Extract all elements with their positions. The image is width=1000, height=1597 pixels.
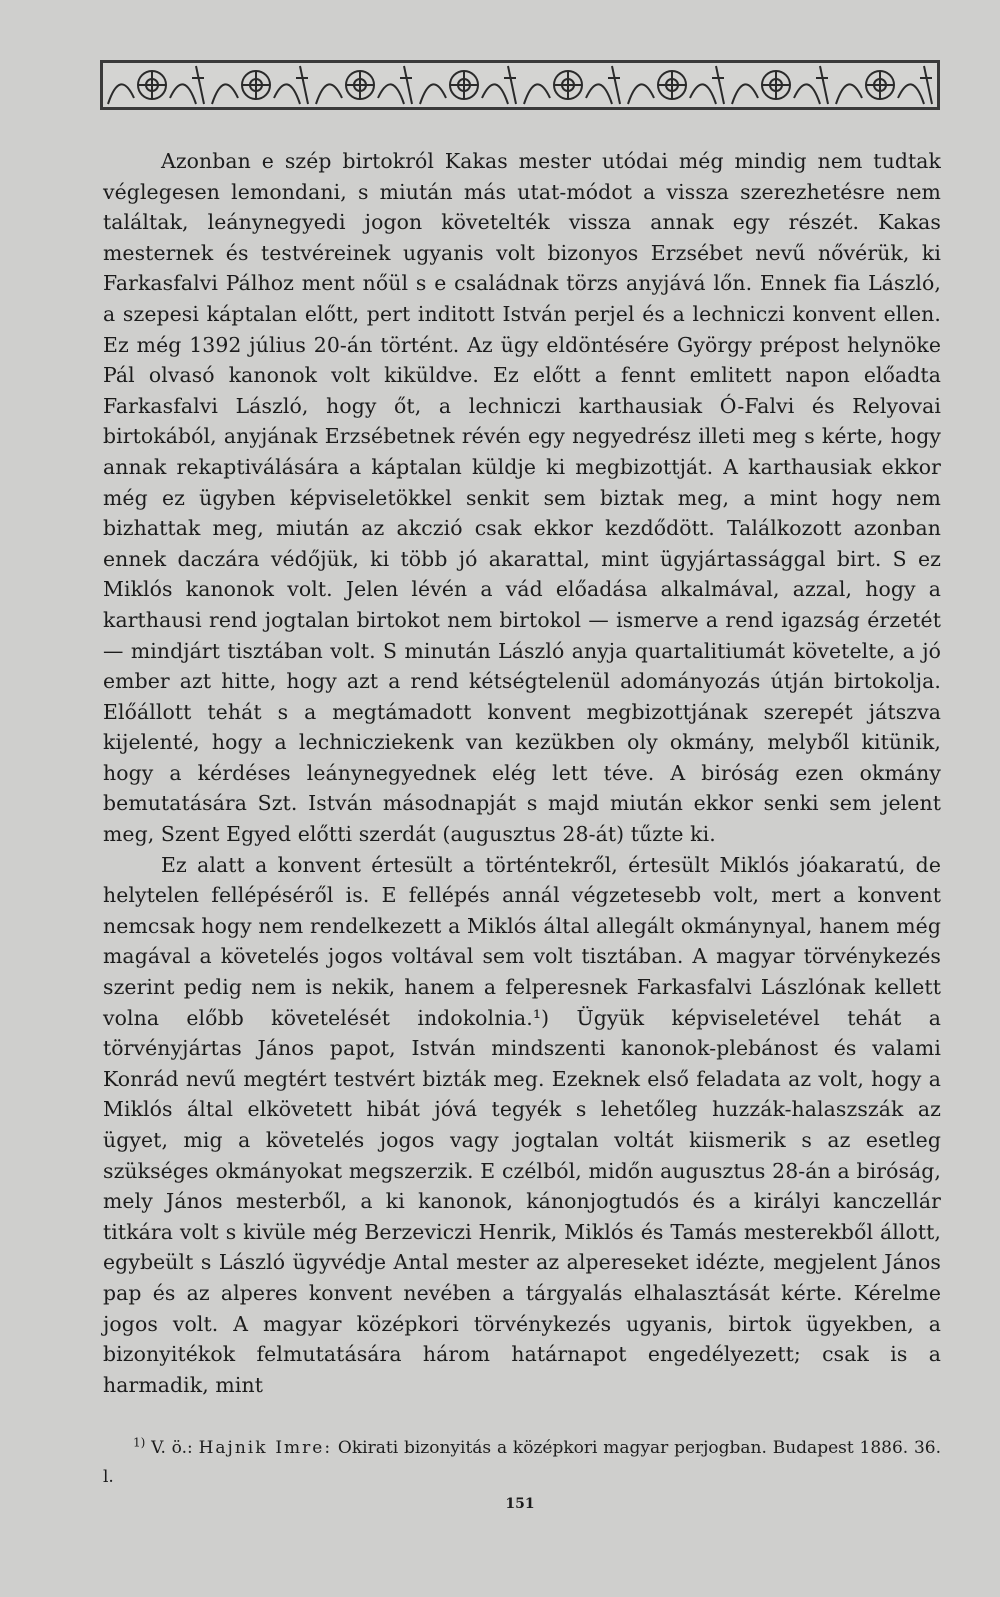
footnote-author: Hajnik Imre: xyxy=(198,1438,333,1458)
footnote-lead: V. ö.: xyxy=(151,1438,193,1458)
ornamental-header-band xyxy=(100,58,940,112)
footnote-text: Okirati bizonyitás a középkori magyar perjogban. Budapest 1886. 36. l. xyxy=(103,1438,942,1487)
main-text xyxy=(103,146,941,1400)
paragraph-1: Azonban e szép birtokról Kakas mester utódai még mindig nem tudtak véglegesen lemondani, s miután más utat-módot a vissza szerezhetésre nem találtak, leánynegyedi jogon követelték vissza annak egy részét. Kakas mesternek és testvéreinek ugyanis volt bizonyos Erzsébet nevű nővérük, ki Farkasfalvi Pálhoz ment nőül s e családnak törzs anyjává lőn. Ennek fia László, a szepesi káptalan előtt, pert inditott István perjel és a lechniczi konvent ellen. Ez még 1392 július 20-án történt. Az ügy eldöntésére György prépost helynöke Pál olvasó kanonok volt kiküldve. Ez előtt a fennt emlitett napon előadta Farkasfalvi László, hogy őt, a lechniczi karthausiak Ó-Falvi és Relyovai birtokából, anyjának Erzsébetnek révén egy negyedrész illeti meg s kérte, hogy annak rekaptiválására a káptalan küldje ki megbizottját. A karthausiak ekkor még ez ügyben képviseletökkel senkit sem biztak meg, a mint hogy nem bizhattak meg, miután az akczió csak ekkor kezdődött. Találkozott azonban ennek daczára védőjük, ki több jó akarattal, mint ügyjártassággal birt. S ez Miklós kanonok volt. Jelen lévén a vád előadása alkalmával, azzal, hogy a karthausi rend jogtalan birtokot nem birtokol — ismerve a rend igazság érzetét — mindjárt tisztában volt. S minután László anyja quartalitiumát követelte, a jó ember azt hitte, hogy azt a rend kétségtelenül adományozás útján birtokolja. Előállott tehát s a megtámadott konvent megbizottjának szerepét játszva kijelenté, hogy a lechnicziekenk van kezükben oly okmány, melyből kitünik, hogy a kérdéses leánynegyednek elég lett téve. A biróság ezen okmány bemutatására Szt. István másodnapját s majd miután ekkor senki sem jelent meg, Szent Egyed előtti szerdát (augusztus 28-át) tűzte ki. xyxy=(103,149,941,847)
footnote xyxy=(103,1434,941,1492)
footnote-marker: 1) xyxy=(133,1435,146,1450)
paragraph-2: Ez alatt a konvent értesült a történtekről, értesült Miklós jóakaratú, de helytelen fellépéséről is. E fellépés annál végzetesebb volt, mert a konvent nemcsak hogy nem rendelkezett a Miklós által allegált okmánynyal, hanem még magával a követelés jogos voltával sem volt tisztában. A magyar törvénykezés szerint pedig nem is nekik, hanem a felperesnek Farkasfalvi Lászlónak kellett volna előbb követelését indokolnia.¹) Ügyük képviseletével tehát a törvényjártas János papot, István mindszenti kanonok-plebánost és valami Konrád nevű megtért testvért bizták meg. Ezeknek első feladata az volt, hogy a Miklós által elkövetett hibát jóvá tegyék s lehetőleg huzzák-halaszszák az ügyet, mig a követelés jogos vagy jogtalan voltát kiismerik s az esetleg szükséges okmányokat megszerzik. E czélból, midőn augusztus 28-án a biróság, mely János mesterből, a ki kanonok, kánonjogtudós és a királyi kanczellár titkára volt s kivüle még Berzeviczi Henrik, Miklós és Tamás mesterekből állott, egybeült s László ügyvédje Antal mester az alpereseket idézte, megjelent János pap és az alperes konvent nevében a tárgyalás elhalasztását kérte. Kérelme jogos volt. A magyar középkori törvénykezés ugyanis, birtok ügyekben, a bizonyitékok felmutatására három határnapot engedélyezett; csak is a harmadik, mint xyxy=(103,852,941,1397)
page-number: 151 xyxy=(505,1496,535,1512)
